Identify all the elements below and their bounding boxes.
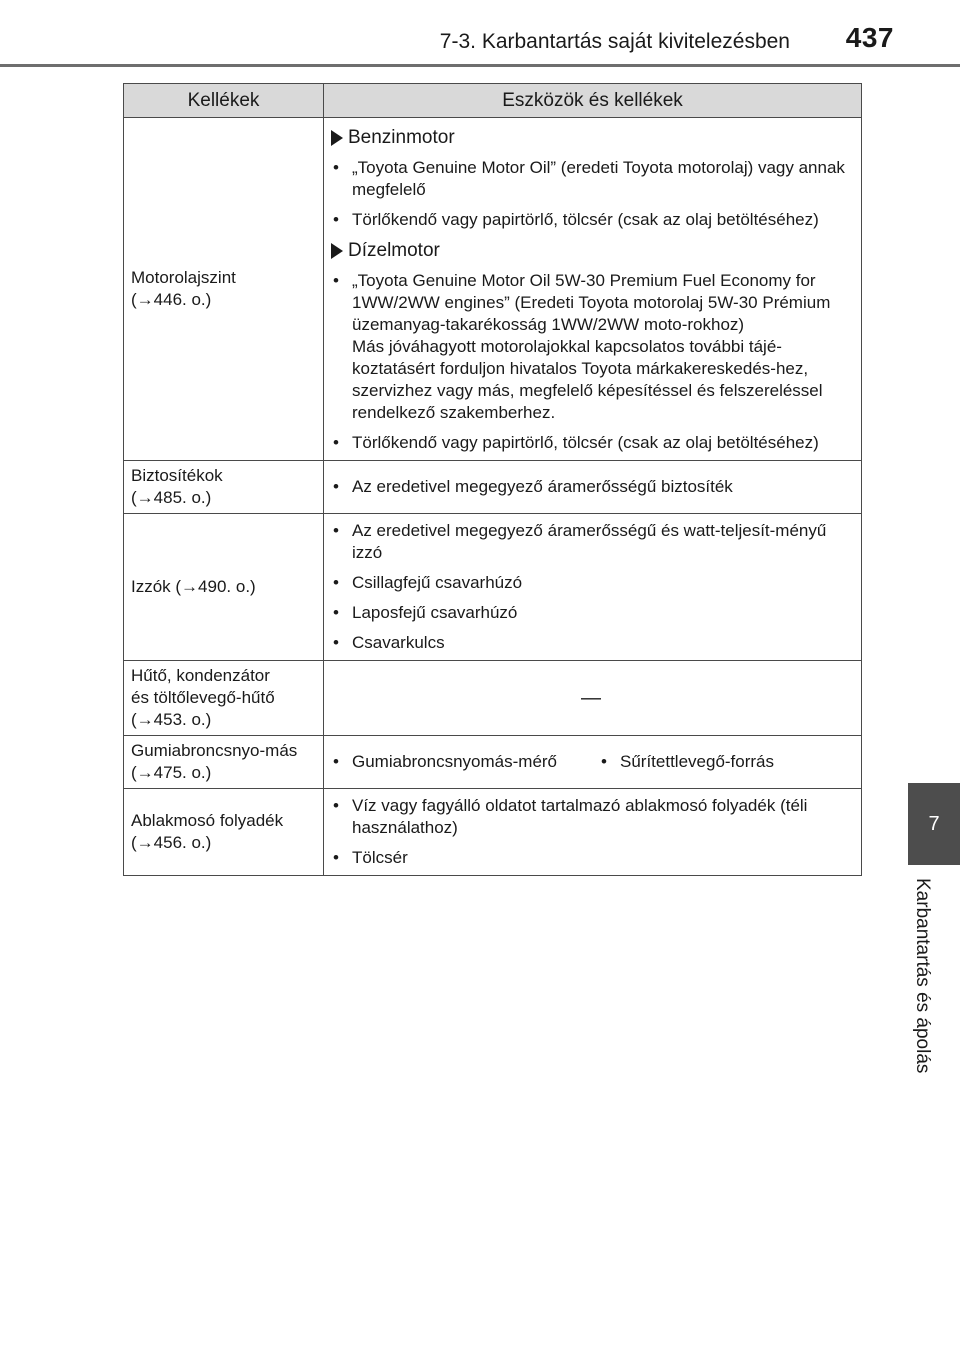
section-title: 7-3. Karbantartás saját kivitelezésben	[439, 30, 790, 53]
tools-cell	[324, 118, 862, 461]
item-name: Izzók (→490. o.)	[131, 577, 256, 596]
page-number: 437	[845, 22, 894, 53]
item-name: Ablakmosó folyadék	[131, 811, 284, 830]
list-item	[331, 270, 851, 424]
table-header-row	[124, 84, 862, 118]
list-item: • Víz vagy fagyálló oldatot tartalmazó ablakmosó folyadék (téli használathoz)	[331, 795, 851, 839]
tools-table	[123, 83, 862, 876]
table-row-tire	[124, 736, 862, 789]
no-tools-dash: —	[581, 687, 601, 709]
item-cell	[124, 461, 324, 514]
item-cell	[124, 514, 324, 661]
list-item: • Sűrítettlevegő-forrás	[599, 751, 851, 773]
list-item: • Törlőkendő vagy papirtörlő, tölcsér (csak az olaj betöltéséhez)	[331, 432, 851, 454]
page-header	[0, 0, 960, 70]
list-item: • Csillagfejű csavarhúzó	[331, 572, 851, 594]
page-reference: (→446. o.)	[131, 290, 212, 309]
fuses-list	[331, 476, 851, 498]
col-header-tools: Eszközök és kellékek	[324, 84, 862, 118]
page-reference: (→485. o.)	[131, 488, 212, 507]
item-name: Hűtő, kondenzátor	[131, 666, 270, 685]
list-item: • Csavarkulcs	[331, 632, 851, 654]
tools-cell	[324, 514, 862, 661]
table-row-fuses	[124, 461, 862, 514]
list-item: • Tölcsér	[331, 847, 851, 869]
triangle-bullet-icon	[331, 243, 343, 259]
diesel-subheading	[331, 240, 851, 262]
petrol-title: Benzinmotor	[348, 127, 455, 148]
page-reference: (→453. o.)	[131, 710, 212, 729]
tire-list-right	[591, 751, 851, 773]
diesel-oil-note: Más jóváhagyott motorolajokkal kapcsolatos további tájé-koztatásért forduljon hivatalos Toyota márkakereskedés-hez, szervizhez vagy más, megfelelő képesítéssel és felszereléssel rendelkező szakemberhez.	[352, 337, 823, 422]
diesel-oil-spec: • „Toyota Genuine Motor Oil 5W-30 Premium Fuel Economy for 1WW/2WW engines” (Eredeti Toyota motorolaj 5W-30 Prémium üzemanyag-takarékosság 1WW/2WW moto-rokhoz)	[352, 271, 831, 334]
table-row-washer	[124, 789, 862, 876]
chapter-title: Karbantartás és ápolás	[912, 878, 933, 1074]
triangle-bullet-icon	[331, 130, 343, 146]
item-name: Biztosítékok	[131, 466, 223, 485]
tools-cell	[324, 736, 862, 789]
item-cell	[124, 661, 324, 736]
chapter-tab[interactable]	[908, 783, 960, 865]
petrol-subheading	[331, 127, 851, 149]
item-name-cont: és töltőlevegő-hűtő	[131, 688, 275, 707]
diesel-title: Dízelmotor	[348, 240, 440, 261]
list-item: • Az eredetivel megegyező áramerősségű és watt-teljesít-ményű izzó	[331, 520, 851, 564]
list-item: • Laposfejű csavarhúzó	[331, 602, 851, 624]
item-cell	[124, 118, 324, 461]
item-name: Gumiabroncsnyo-más (→475. o.)	[131, 741, 298, 782]
tools-cell	[324, 661, 862, 736]
list-item: • Törlőkendő vagy papirtörlő, tölcsér (csak az olaj betöltéséhez)	[331, 209, 851, 231]
list-item: • „Toyota Genuine Motor Oil” (eredeti Toyota motorolaj) vagy annak megfelelő	[331, 157, 851, 201]
table-row-radiator	[124, 661, 862, 736]
chapter-number: 7	[928, 812, 940, 835]
item-name: Motorolajszint	[131, 268, 236, 287]
bulbs-list	[331, 520, 851, 654]
tire-list-left	[331, 751, 591, 773]
list-item: • Az eredetivel megegyező áramerősségű biztosíték	[331, 476, 851, 498]
washer-list	[331, 795, 851, 869]
tire-tools	[331, 751, 851, 773]
tools-cell	[324, 461, 862, 514]
header-rule	[0, 64, 960, 67]
table-row-oil	[124, 118, 862, 461]
page-reference: (→456. o.)	[131, 833, 212, 852]
item-cell	[124, 736, 324, 789]
list-item: • Gumiabroncsnyomás-mérő	[331, 751, 591, 773]
petrol-list	[331, 157, 851, 231]
table-row-bulbs	[124, 514, 862, 661]
tools-cell	[324, 789, 862, 876]
col-header-items: Kellékek	[124, 84, 324, 118]
diesel-list	[331, 270, 851, 454]
item-cell	[124, 789, 324, 876]
